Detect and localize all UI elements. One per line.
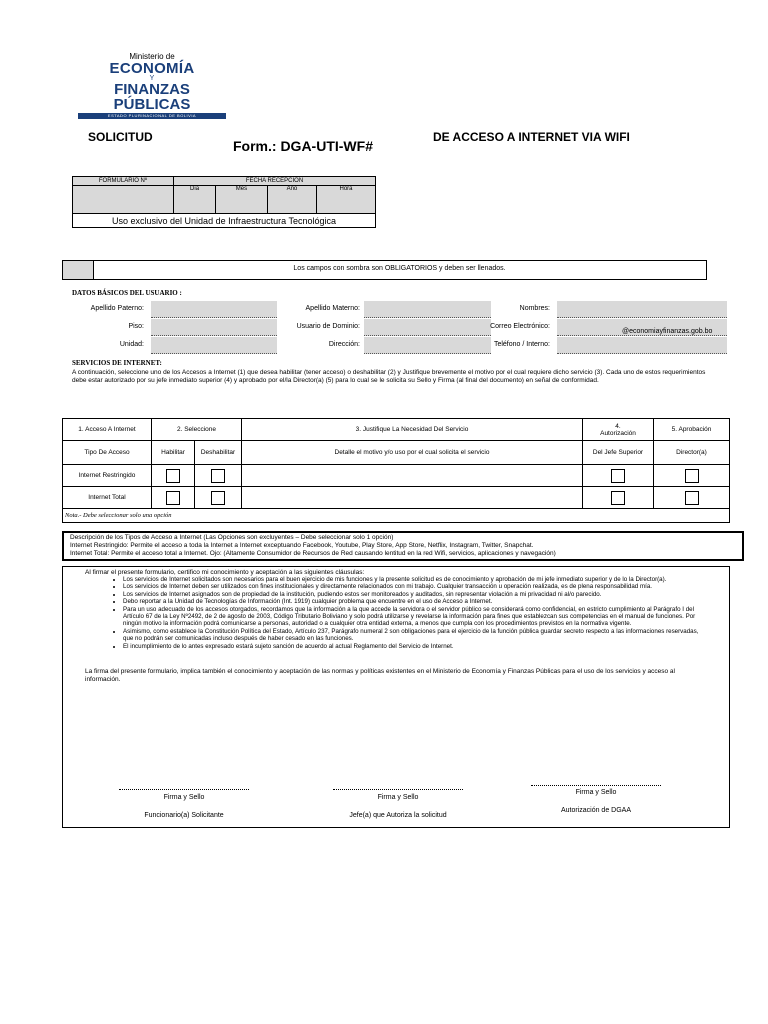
uso-exclusivo: Uso exclusivo del Unidad de Infraestructura Tecnológica	[73, 214, 376, 228]
tipo-acceso-label: Tipo De Acceso	[63, 441, 152, 465]
habilitar-label: Habilitar	[152, 441, 195, 465]
description-line2: Internet Restringido: Permite el acceso a toda la Internet a Internet exceptuando Facebook, Youtube, Play Store, App Store, Netflix, Instagram, Twitter, Snapchat.	[70, 542, 534, 549]
signature-line-3	[531, 785, 661, 786]
cell-habilitar-restringido	[152, 465, 195, 487]
cell-director-restringido	[654, 465, 730, 487]
apellido-materno-field[interactable]	[364, 301, 491, 318]
form-no-label: FORMULARIO Nº	[73, 177, 174, 186]
unidad-label: Unidad:	[119, 341, 144, 348]
nombres-label: Nombres:	[519, 305, 550, 312]
description-line3: Internet Total: Permite el acceso total a Internet. Ojo: (Altamente Consumidor de Recursos de Red causando lentitud en la red Wifi, servicios, aplicaciones y navegación)	[70, 550, 556, 557]
col-autorizacion	[583, 419, 654, 441]
signer-dgaa: Autorización de DGAA	[560, 807, 632, 814]
director-total-checkbox[interactable]	[685, 491, 699, 505]
condition-item: • El incumplimiento de lo antes expresado estará sujeto sanción de acuerdo al actual Reglamento del Servicio de Internet.	[123, 643, 707, 650]
condition-item: • Debo reportar a la Unidad de Tecnologías de Información (Int. 1919) cualquier problema que encuentre en el uso de Acceso a Internet.	[123, 598, 707, 605]
dia-label: Dia	[174, 186, 216, 214]
col4-label: Autorización	[600, 429, 636, 437]
deshabilitar-total-checkbox[interactable]	[211, 491, 225, 505]
logo-line2: ECONOMÍA	[109, 60, 195, 77]
form-code: Form.: DGA-UTI-WF#	[233, 138, 373, 154]
form-no-field	[73, 186, 174, 214]
signer-jefe: Jefe(a) que Autoriza la solicitud	[349, 812, 447, 819]
row-restringido-label: Internet Restringido	[63, 465, 152, 487]
jefe-label: Del Jefe Superior	[583, 441, 654, 465]
anio-label: Año	[267, 186, 316, 214]
signature-line-1	[119, 789, 249, 790]
justificacion-restringido-field[interactable]	[242, 465, 583, 487]
col-aprobacion: 5. Aprobación	[654, 419, 730, 441]
jefe-restringido-checkbox[interactable]	[611, 469, 625, 483]
notice-text: Los campos con sombra son OBLIGATORIOS y deben ser llenados.	[293, 265, 506, 272]
nombres-field[interactable]	[557, 301, 727, 318]
apellido-materno-label: Apellido Materno:	[305, 305, 360, 312]
services-intro: A continuación, seleccione uno de los Accesos a Internet (1) que desea habilitar (tener acceso) o deshabilitar (2) y Justifique brevemente el motivo por el cual requiere dicho servicio (3). Cada uno de estos requerimientos debe estar autorizado por su jefe inmediato superior (4) y aprobado por el/la Director(a) (5) para lo cual se le solicita su Sello y Firma (al final del documento) en señal de conformidad.	[72, 369, 706, 384]
ministry-logo	[78, 52, 226, 118]
description-box	[62, 531, 744, 561]
services-section-title: SERVICIOS DE INTERNET:	[72, 359, 162, 367]
mes-label: Mes	[216, 186, 268, 214]
description-line1: Descripción de los Tipos de Acceso a Internet (Las Opciones son excluyentes – Debe seleccionar solo 1 opción)	[70, 534, 394, 541]
telefono-field[interactable]	[557, 337, 727, 354]
detalle-label: Detalle el motivo y/o uso por el cual solicita el servicio	[242, 441, 583, 465]
header-left: SOLICITUD	[88, 130, 153, 144]
jefe-total-checkbox[interactable]	[611, 491, 625, 505]
conditions-intro: Al firmar el presente formulario, certifico mi conocimiento y aceptación a las siguientes cláusulas:	[85, 569, 365, 576]
conditions-closing: La firma del presente formulario, implica también el conocimiento y aceptación de las normas y políticas existentes en el Ministerio de Economía y Finanzas Públicas para el uso de los servicios y acceso al información.	[85, 668, 675, 684]
conditions-list	[63, 576, 707, 650]
logo-line3: Y	[149, 75, 155, 82]
cell-deshabilitar-total	[195, 487, 242, 509]
signer-solicitante: Funcionario(a) Solicitante	[144, 812, 224, 819]
fecha-label: FECHA RECEPCION	[174, 177, 376, 186]
condition-item: • Asimismo, como establece la Constitución Política del Estado, Artículo 237, Parágrafo numeral 2 son obligaciones para el ejercicio de la función pública guardar secreto respecto a las informaciones reservadas, que no podrán ser comunicadas incluso después de haber cesado en las funciones.	[123, 628, 707, 643]
condition-item: • Los servicios de Internet deben ser utilizados con fines institucionales y directamente relacionados con mi trabajo. Cualquier transacción u operación realizada, es de plena responsabilidad mía.	[123, 583, 707, 590]
director-restringido-checkbox[interactable]	[685, 469, 699, 483]
notice-box	[62, 260, 707, 280]
firma-label-3: Firma y Sello	[575, 789, 617, 796]
col-seleccione: 2. Seleccione	[152, 419, 242, 441]
user-section-title: DATOS BÁSICOS DEL USUARIO :	[72, 289, 182, 297]
usuario-dominio-label: Usuario de Dominio:	[296, 323, 360, 330]
services-table	[62, 418, 730, 523]
signature-line-2	[333, 789, 463, 790]
justificacion-total-field[interactable]	[242, 487, 583, 509]
condition-item: • Para un uso adecuado de los accesos otorgados, recordamos que la información a la que accede la servidora o el servidor público se considerará como confidencial, en estricto cumplimiento al Parágrafo I del Artículo 67 de la Ley Nº2492, de 2 de agosto de 2003, Código Tributario Boliviano y solo podrá utilizarse y revelarse la información para fines que establezcan sus competencias en el manual de funciones. Por ningún motivo la información podrá comunicarse a personas, autoridad o a cualquier otra entidad externa, a menos que cumpla con los procedimientos previstos en la normativa vigente.	[123, 606, 707, 628]
habilitar-total-checkbox[interactable]	[166, 491, 180, 505]
logo-line1: Ministerio de	[129, 52, 175, 61]
cell-jefe-restringido	[583, 465, 654, 487]
correo-suffix: @economiayfinanzas.gob.bo	[622, 328, 713, 335]
correo-label: Correo Electrónico:	[490, 323, 550, 330]
cell-jefe-total	[583, 487, 654, 509]
col-acceso: 1. Acceso A Internet	[63, 419, 152, 441]
header-right: DE ACCESO A INTERNET VIA WIFI	[433, 130, 630, 144]
apellido-paterno-label: Apellido Paterno:	[90, 305, 144, 312]
condition-item: • Los servicios de Internet solicitados son necesarios para el buen ejercicio de mis funciones y la presente solicitud es de conocimiento y aprobación de mi jefe inmediato superior y de lo la Director(a).	[123, 576, 707, 583]
unidad-field[interactable]	[151, 337, 277, 354]
direccion-label: Dirección:	[328, 341, 360, 348]
col-justifique: 3. Justifique La Necesidad Del Servicio	[242, 419, 583, 441]
deshabilitar-label: Deshabilitar	[195, 441, 242, 465]
conditions-box	[62, 566, 730, 828]
row-total-label: Internet Total	[63, 487, 152, 509]
cell-habilitar-total	[152, 487, 195, 509]
telefono-label: Teléfono / Interno:	[493, 341, 550, 348]
apellido-paterno-field[interactable]	[151, 301, 277, 318]
condition-item: • Los servicios de Internet asignados son de propiedad de la institución, pudiendo estos ser monitoreados y auditados, sin representar violación a mi privacidad ni al/o parecido.	[123, 591, 707, 598]
habilitar-restringido-checkbox[interactable]	[166, 469, 180, 483]
cell-director-total	[654, 487, 730, 509]
nota-text: Nota.- Debe seleccionar solo una opción	[63, 509, 730, 523]
piso-label: Piso:	[128, 323, 144, 330]
firma-label-2: Firma y Sello	[377, 794, 419, 801]
cell-deshabilitar-restringido	[195, 465, 242, 487]
col4-number: 4.	[615, 422, 621, 430]
firma-label-1: Firma y Sello	[163, 794, 205, 801]
piso-field[interactable]	[151, 319, 277, 336]
logo-line4: FINANZAS PÚBLICAS	[113, 81, 191, 113]
hora-label: Hora	[316, 186, 375, 214]
director-label: Director(a)	[654, 441, 730, 465]
logo-band: ESTADO PLURINACIONAL DE BOLIVIA	[78, 113, 226, 119]
shaded-sample	[63, 261, 94, 279]
deshabilitar-restringido-checkbox[interactable]	[211, 469, 225, 483]
reception-table	[72, 176, 376, 228]
